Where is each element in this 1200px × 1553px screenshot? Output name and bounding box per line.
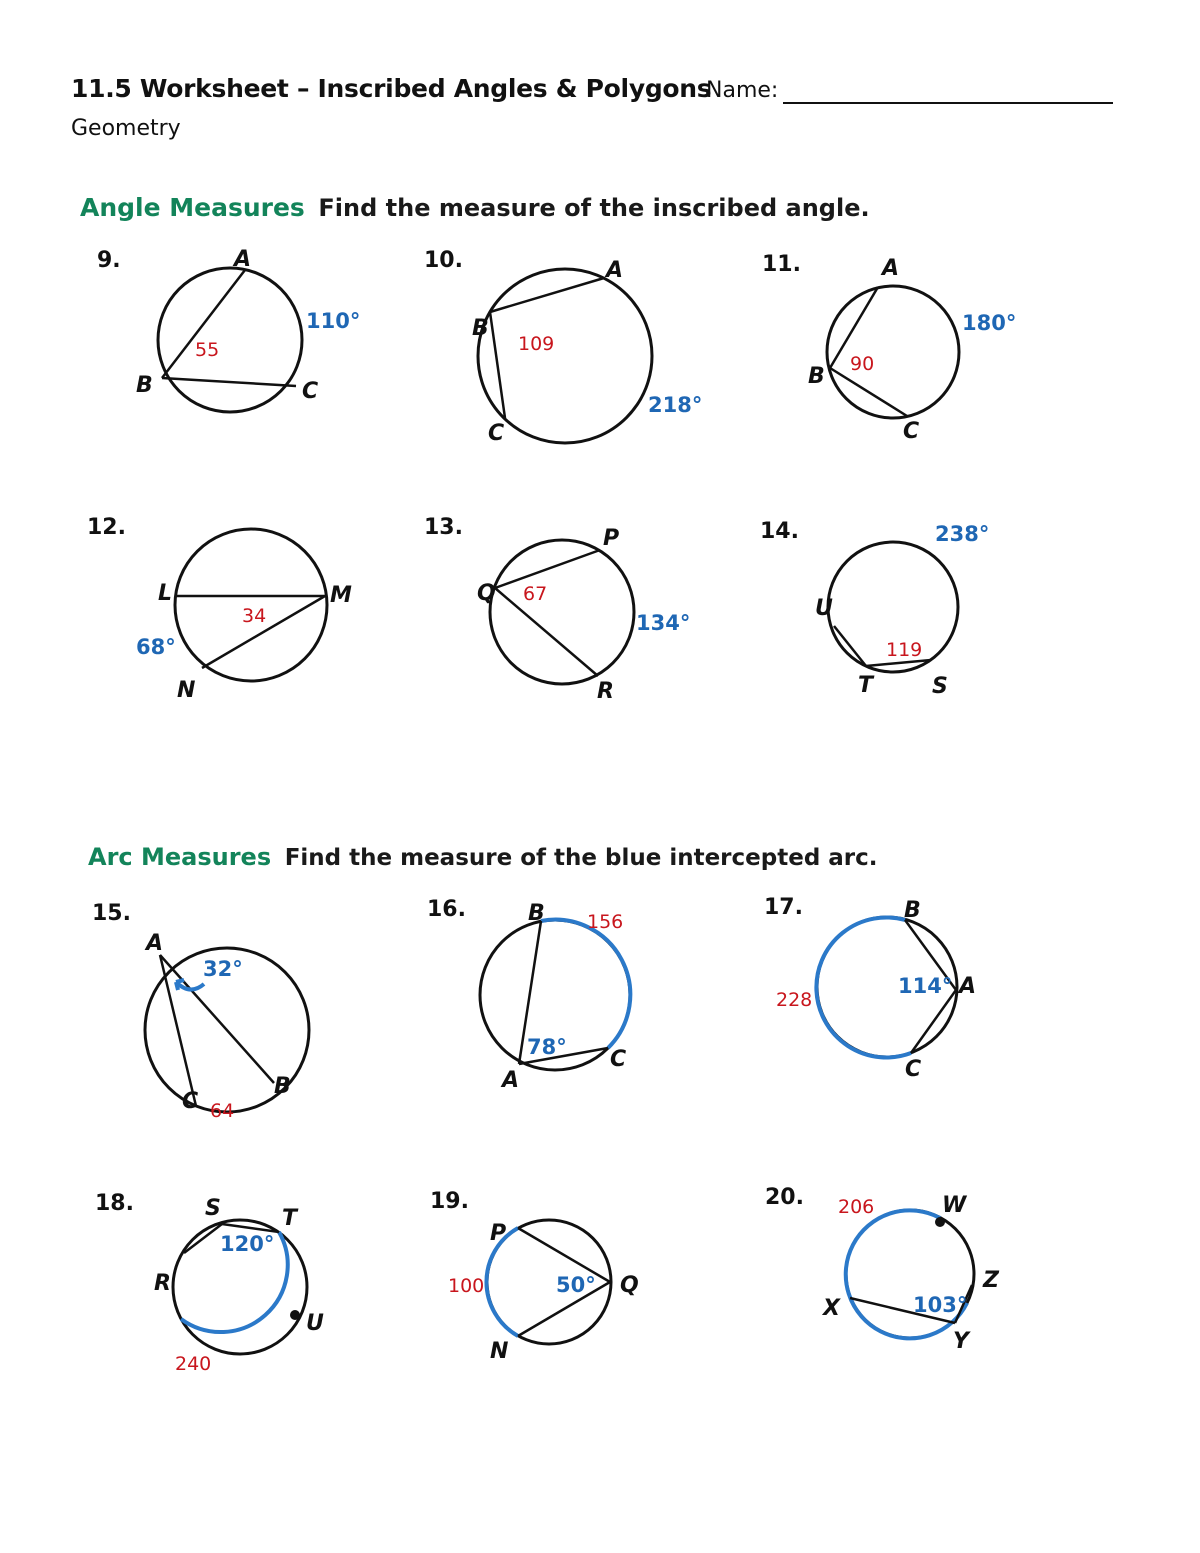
problem-18-label-u: U	[306, 1311, 324, 1336]
worksheet-title: 11.5 Worksheet – Inscribed Angles & Polygons	[71, 74, 712, 103]
problem-20-label-y: Y	[953, 1329, 969, 1354]
problem-number-12: 12.	[87, 515, 126, 540]
problem-15-label-a: A	[146, 931, 164, 956]
problem-12-given-arc: 68°	[136, 635, 176, 659]
problem-number-19: 19.	[430, 1189, 469, 1214]
arc-measures-heading: Arc Measures	[88, 843, 272, 871]
problem-20-point-w	[935, 1217, 945, 1227]
problem-10-label-b: B	[472, 316, 489, 341]
problem-9-given-arc: 110°	[306, 309, 361, 333]
problem-20-blue-arc	[846, 1210, 967, 1338]
problem-17-label-a: A	[959, 974, 977, 999]
problem-12-label-m: M	[330, 583, 352, 608]
problem-9-answer: 55	[195, 339, 220, 361]
problem-20-given-angle: 103°	[913, 1293, 968, 1317]
problem-18-label-t: T	[282, 1206, 298, 1231]
problem-12-answer: 34	[242, 605, 267, 627]
problem-19-given-angle: 50°	[556, 1273, 596, 1297]
problem-number-14: 14.	[760, 519, 799, 544]
problem-9-label-b: B	[136, 373, 153, 398]
problem-11-label-a: A	[882, 256, 900, 281]
angle-measures-heading: Angle Measures	[80, 193, 305, 222]
problem-number-13: 13.	[424, 515, 463, 540]
problem-number-20: 20.	[765, 1185, 804, 1210]
problem-17-label-b: B	[904, 898, 921, 923]
problem-10-label-c: C	[488, 421, 505, 446]
problem-19-answer: 100	[448, 1275, 485, 1297]
problem-number-11: 11.	[762, 252, 801, 277]
problem-9-label-a: A	[234, 247, 252, 272]
problem-11-given-arc: 180°	[962, 311, 1017, 335]
problem-18-answer: 240	[175, 1353, 212, 1375]
problem-18-given-angle: 120°	[220, 1232, 275, 1256]
problem-number-16: 16.	[427, 897, 466, 922]
problem-19-label-q: Q	[620, 1273, 639, 1298]
problem-13-label-r: R	[597, 679, 614, 704]
problem-10-label-a: A	[606, 258, 624, 283]
problem-14-label-t: T	[858, 673, 874, 698]
problem-11-label-b: B	[808, 364, 825, 389]
problem-14-label-s: S	[932, 674, 948, 699]
problem-20-label-x: X	[823, 1296, 840, 1321]
name-label: Name:	[706, 78, 779, 103]
problem-9-label-c: C	[302, 379, 319, 404]
problem-number-18: 18.	[95, 1191, 134, 1216]
problem-19-label-n: N	[490, 1339, 509, 1364]
problem-14-label-u: U	[815, 596, 833, 621]
problem-15-given-angle: 32°	[203, 957, 243, 981]
problem-18-label-r: R	[154, 1271, 171, 1296]
problem-15-label-c: C	[182, 1089, 199, 1114]
problem-12-label-l: L	[158, 581, 173, 606]
problem-16-label-a: A	[502, 1068, 520, 1093]
problem-18-label-s: S	[205, 1196, 221, 1221]
arc-measures-instruction: Find the measure of the blue intercepted arc.	[284, 845, 878, 871]
problem-17-label-c: C	[905, 1057, 922, 1082]
problem-17-answer: 228	[776, 989, 813, 1011]
problem-14-given-arc: 238°	[935, 522, 990, 546]
problem-number-17: 17.	[764, 895, 803, 920]
problem-12-label-n: N	[177, 678, 196, 703]
problem-number-15: 15.	[92, 901, 131, 926]
problem-10-answer: 109	[518, 333, 555, 355]
problem-15-label-b: B	[274, 1074, 291, 1099]
problem-number-9: 9.	[97, 248, 121, 273]
problem-11-answer: 90	[850, 353, 875, 375]
problem-13-label-p: P	[603, 526, 620, 551]
angle-measures-instruction: Find the measure of the inscribed angle.	[318, 194, 870, 222]
problem-10-given-arc: 218°	[648, 393, 703, 417]
problem-13-given-arc: 134°	[636, 611, 691, 635]
problem-15-answer: 64	[210, 1100, 235, 1122]
problem-13-answer: 67	[523, 583, 548, 605]
course-subtitle: Geometry	[71, 116, 181, 141]
problem-17-given-angle: 114°	[898, 974, 953, 998]
problem-20-answer: 206	[838, 1196, 875, 1218]
problem-number-10: 10.	[424, 248, 463, 273]
problem-16-label-b: B	[528, 901, 545, 926]
problem-14-answer: 119	[886, 639, 923, 661]
problem-19-label-p: P	[490, 1221, 507, 1246]
problem-13-label-q: Q	[477, 581, 496, 606]
problem-16-answer: 156	[587, 911, 624, 933]
problem-20-label-w: W	[942, 1193, 967, 1218]
problem-16-label-c: C	[610, 1047, 627, 1072]
problem-20-label-z: Z	[983, 1268, 999, 1293]
problem-16-given-angle: 78°	[527, 1035, 567, 1059]
problem-11-label-c: C	[903, 419, 920, 444]
